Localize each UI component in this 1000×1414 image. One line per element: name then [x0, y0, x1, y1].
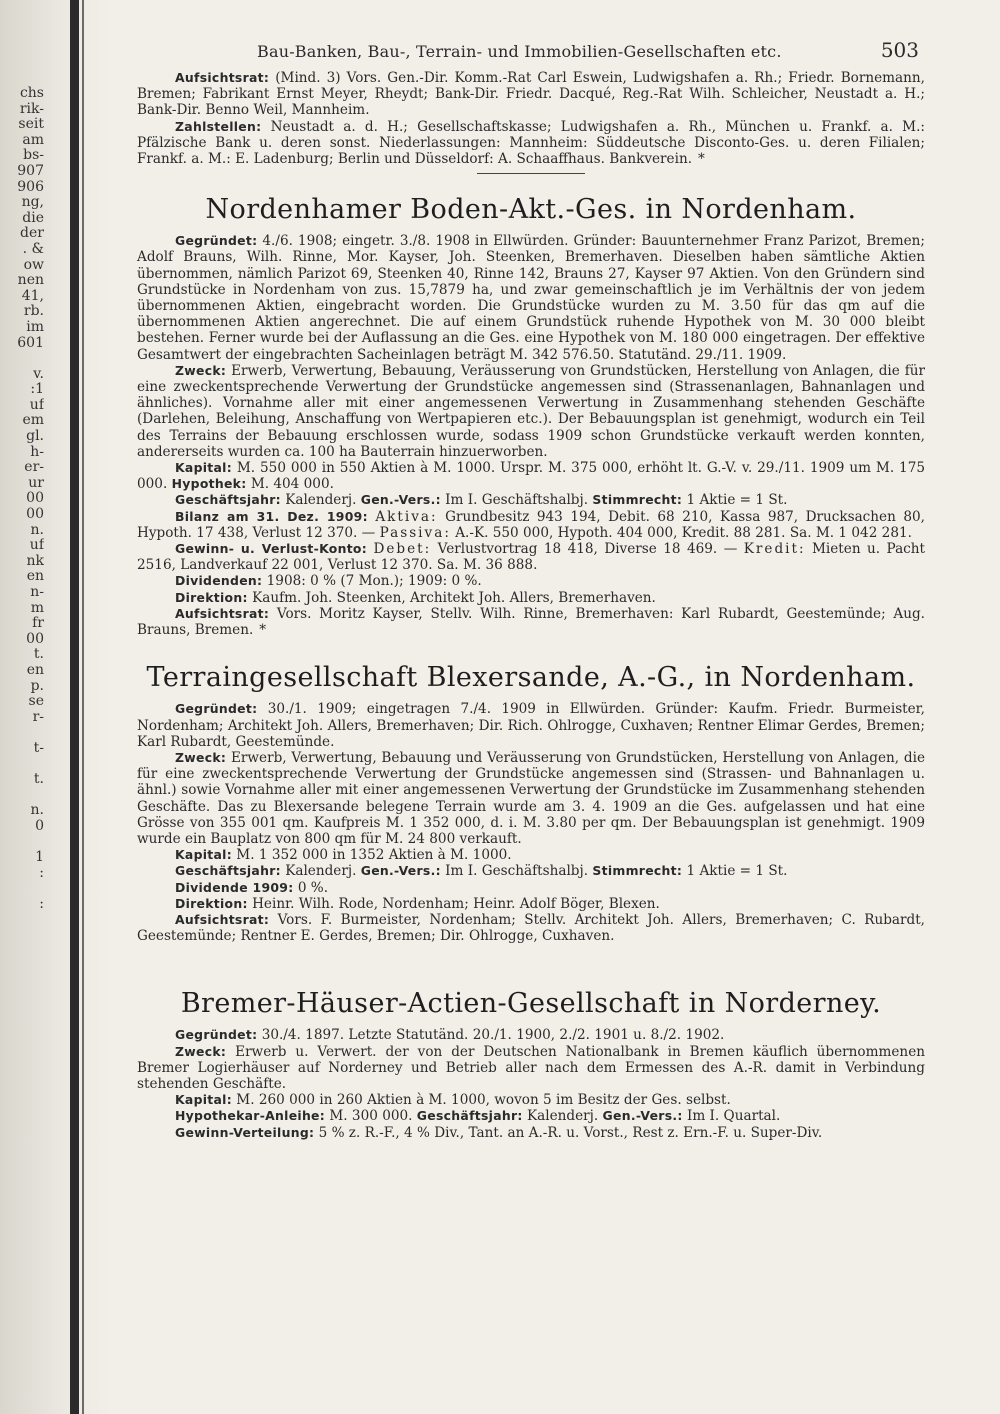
field-label: Direktion:	[175, 589, 248, 605]
page-number: 503	[880, 38, 919, 62]
field-text: Im I. Quartal.	[686, 1108, 781, 1125]
field-label: Geschäftsjahr:	[416, 1108, 523, 1124]
field-label: Dividende 1909:	[175, 879, 294, 895]
entry-direktion	[137, 896, 925, 912]
facing-page-fragments: chs rik- seit am bs- 907 906 ng, die der . & ow nen 41, rb. im 601 v. :1 uf em gl. h- er- ur 00 00 n. uf nk en n- m fr 00 t. en p. se r- t- t. n. 0 1 : :	[17, 86, 44, 912]
entry-guv	[137, 541, 925, 573]
entry-bilanz	[137, 509, 925, 541]
field-text: M. 300 000.	[329, 1108, 413, 1125]
entry-gewinn-verteilung	[137, 1125, 925, 1141]
field-text: Heinr. Wilh. Rode, Nordenham; Heinr. Adolf Böger, Blexen.	[252, 895, 660, 912]
entry-gegruendet	[137, 233, 925, 363]
field-text: Erwerb u. Verwert. der von der Deutschen Nationalbank in Bremen käuflich übernommenen Bremer Logierhäuser auf Norderney und Betrieb aller nach dem Ermessen des A.-R. damit in Verbindung stehenden Geschäfte.	[137, 1043, 925, 1092]
field-text: Neustadt a. d. H.; Gesellschaftskasse; Ludwigshafen a. Rh., München u. Frankf. a. M.: Pfälzische Bank u. deren sonst. Niederlassungen: Mannheim: Süddeutsche Disconto-Ges. u. deren Filialen; Frankf. a. M.: E. Ladenburg; Berlin und Düsseldorf: A. Schaaffhaus. Bankverein.	[137, 118, 925, 168]
entry-gegruendet	[137, 701, 925, 750]
field-label: Bilanz am 31. Dez. 1909:	[175, 508, 368, 524]
field-label: Gewinn-Verteilung:	[175, 1124, 315, 1140]
entry-geschaeftsjahr	[137, 492, 925, 508]
field-label: Gegründet:	[175, 701, 258, 717]
field-text: Mieten u. Pacht 2516, Landverkauf 22 001, Verlust 12 370. Sa. M. 36 888.	[137, 541, 926, 574]
entry-aufsichtsrat	[137, 606, 925, 638]
field-text: 1 Aktie = 1 St.	[686, 492, 788, 509]
prev-aufsichtsrat	[137, 70, 925, 119]
field-text: 30./1. 1909; eingetragen 7./4. 1909 in Ellwürden. Gründer: Kaufm. Friedr. Burmeister, Nordenham; Architekt Joh. Allers, Bremerhaven; Dir. Rich. Ohlrogge, Cuxhaven; Rentner Elimar Gerdes, Bremen; Karl Rubardt, Geestemünde.	[137, 701, 925, 750]
kredit-label: Kredit:	[743, 541, 806, 558]
field-text: Erwerb, Verwertung, Bebauung und Veräusserung von Grundstücken, Herstellung von Anlagen, die für eine zweckentsprechende Verwertung der Grundstücke angemessen sind (Strassen- und Bahnanlagen u. ähnl.) sowie Vornahme aller mit einer angemessenen Verwertung der Grundstücke im Zusammenhang stehenden Geschäfte. Das zu Blexersande belegene Terrain wurde am 3. 4. 1909 an die Ges. aufgelassen und hat eine Grösse von 355 001 qm. Kaufpreis M. 1 352 000, d. i. M. 3.80 per qm. Der Bebauungsplan ist genehmigt. 1909 wurde ein Bauplatz von 800 qm für M. 24 800 verkauft.	[137, 749, 925, 847]
field-label: Gen.-Vers.:	[602, 1108, 683, 1124]
entry-direktion	[137, 590, 925, 606]
field-text: M. 1 352 000 in 1352 Aktien à M. 1000.	[236, 847, 512, 864]
field-label: Hypothekar-Anleihe:	[175, 1108, 326, 1124]
field-text: 1908: 0 % (7 Mon.); 1909: 0 %.	[266, 573, 482, 590]
field-label: Zweck:	[175, 749, 227, 765]
field-label: Gen.-Vers.:	[360, 863, 441, 879]
document-page	[137, 34, 925, 1141]
field-text: Im I. Geschäftshalbj.	[445, 863, 589, 880]
field-text: M. 260 000 in 260 Aktien à M. 1000, wovon 5 im Besitz der Ges. selbst.	[236, 1092, 731, 1109]
field-label: Kapital:	[175, 847, 232, 863]
field-label: Hypothek:	[171, 476, 247, 492]
field-label: Aufsichtsrat:	[175, 70, 270, 85]
running-title: Bau-Banken, Bau-, Terrain- und Immobilien-Gesellschaften etc.	[257, 42, 782, 61]
field-label: Zweck:	[175, 362, 227, 378]
field-text: (Mind. 3) Vors. Gen.-Dir. Komm.-Rat Carl Eswein, Ludwigshafen a. Rh.; Friedr. Bornemann, Bremen; Fabrikant Ernst Meyer, Rheydt; Bank-Dir. Friedr. Dacqué, Reg.-Rat Wilh. Schleicher, Neustadt a. H.; Bank-Dir. Benno Weil, Mannheim.	[137, 70, 925, 119]
field-text: Kalenderj.	[285, 863, 357, 880]
field-text: Kaufm. Joh. Steenken, Architekt Joh. Allers, Bremerhaven.	[252, 589, 656, 606]
debet-label: Debet:	[373, 541, 432, 558]
entry-hypothekar	[137, 1108, 925, 1124]
previous-entry	[137, 70, 925, 174]
entry-zweck	[137, 750, 925, 847]
entry-separator	[477, 173, 585, 174]
field-label: Aufsichtsrat:	[175, 911, 270, 927]
entry-gegruendet	[137, 1027, 925, 1043]
entry-zweck	[137, 363, 925, 460]
field-label: Geschäftsjahr:	[175, 863, 281, 879]
field-label: Gegründet:	[175, 1027, 258, 1043]
entry-kapital	[137, 847, 925, 863]
field-text: 30./4. 1897. Letzte Statutänd. 20./1. 1900, 2./2. 1901 u. 8./2. 1902.	[261, 1027, 725, 1044]
field-label: Dividenden:	[175, 573, 263, 589]
entry-title: Bremer-Häuser-Actien-Gesellschaft in Norderney.	[180, 988, 882, 1020]
field-label: Gewinn- u. Verlust-Konto:	[175, 541, 367, 557]
entry-aufsichtsrat	[137, 912, 925, 944]
field-label: Zahlstellen:	[175, 118, 262, 134]
entry-dividende	[137, 880, 925, 896]
field-label: Stimmrecht:	[592, 492, 683, 508]
entry-blexersande	[137, 662, 925, 944]
field-text: Vors. Moritz Kayser, Stellv. Wilh. Rinne, Bremerhaven: Karl Rubardt, Geestemünde; Aug. Brauns, Bremen.	[137, 605, 925, 639]
entry-zweck	[137, 1044, 925, 1093]
field-label: Geschäftsjahr:	[175, 492, 281, 508]
field-text: 5 % z. R.-F., 4 % Div., Tant. an A.-R. u. Vorst., Rest z. Ern.-F. u. Super-Div.	[318, 1124, 823, 1141]
field-text: Erwerb, Verwertung, Bebauung, Veräusserung von Grundstücken, Herstellung von Anlagen, die für eine zweckentsprechende Verwertung der Grundstücke angemessen sind (Strassenanlagen, Bahnanlagen und ähnliches). Vornahme aller mit einer angemessenen Verwertung in Zusammenhang stehenden Geschäfte (Darlehen, Beleihung, Anschaffung von Wertpapieren etc.). Der Bebauungsplan ist genehmigt, wodurch ein Teil des Terrains der Bebauung erschlossen wurde, sodass 1909 schon Grundstücke verkauft werden konnten, andererseits wurden ca. 100 ha Bauterrain hinzuerworben.	[137, 362, 925, 460]
passiva-label: Passiva:	[379, 524, 451, 541]
entry-end-star: *	[259, 622, 267, 639]
field-text: Kalenderj.	[527, 1108, 599, 1125]
field-text: Im I. Geschäftshalbj.	[445, 492, 589, 509]
entry-dividenden	[137, 573, 925, 589]
entry-kapital	[137, 1092, 925, 1108]
field-text: 4./6. 1908; eingetr. 3./8. 1908 in Ellwürden. Gründer: Bauunternehmer Franz Parizot, Bremen; Adolf Brauns, Wilh. Rinne, Mor. Kayser, Joh. Steenken, Bremerhaven. Dieselben haben sämtliche Aktien übernommen, nämlich Parizot 69, Steenken 40, Rinne 142, Brauns 27, Kayser 97 Aktien. Von den Gründern sind Grundstücke in Nordenham von zus. 15,7879 ha, und zwar gemeinschaftlich je im Verhältnis der von jedem übernommenen Aktien, eingebracht worden. Die Grundstücke wurden zu M. 3.50 für das qm auf die übernommenen Aktien angerechnet. Die auf einem Grundstück ruhende Hypothek von M. 30 000 bleibt bestehen. Ferner wurde bei der Auflassung an die Ges. eine Hypothek von M. 180 000 eingetragen. Der effektive Gesamtwert der eingebrachten Sacheinlagen beträgt M. 342 576.50. Statutänd. 29./11. 1909.	[137, 233, 925, 363]
book-gutter-edge	[82, 0, 84, 1414]
field-text: Kalenderj.	[285, 492, 357, 509]
field-text: 1 Aktie = 1 St.	[686, 863, 788, 880]
running-head	[137, 34, 925, 70]
entry-end-star: *	[698, 151, 705, 168]
field-label: Zweck:	[175, 1043, 227, 1059]
field-text: Vors. F. Burmeister, Nordenham; Stellv. Architekt Joh. Allers, Bremerhaven; C. Rubardt, Geestemünde; Rentner E. Gerdes, Bremen; Dir. Ohlrogge, Cuxhaven.	[137, 911, 925, 945]
field-label: Kapital:	[175, 1092, 232, 1108]
field-text: Grundbesitz 943 194, Debit. 68 210, Kassa 987, Drucksachen 80, Hypoth. 17 438, Verlust 12 370. —	[137, 508, 925, 541]
field-text: M. 550 000 in 550 Aktien à M. 1000. Urspr. M. 375 000, erhöht lt. G.-V. v. 29./11. 1909 um M. 175 000.	[137, 460, 925, 493]
book-gutter	[70, 0, 79, 1414]
field-label: Gen.-Vers.:	[360, 492, 441, 508]
entry-geschaeftsjahr	[137, 863, 925, 879]
field-label: Kapital:	[175, 460, 232, 476]
entry-nordenhamer-boden	[137, 194, 925, 638]
field-label: Gegründet:	[175, 233, 258, 249]
field-label: Direktion:	[175, 895, 248, 911]
entry-kapital	[137, 460, 925, 492]
entry-title: Nordenhamer Boden-Akt.-Ges. in Nordenham.	[205, 194, 857, 226]
field-text: A.-K. 550 000, Hypoth. 404 000, Kredit. 88 281. Sa. M. 1 042 281.	[455, 524, 912, 541]
entry-bremer-haeuser	[137, 988, 925, 1140]
field-label: Aufsichtsrat:	[175, 605, 270, 621]
field-text: Verlustvortrag 18 418, Diverse 18 469. —	[437, 541, 738, 558]
field-label: Stimmrecht:	[592, 863, 683, 879]
field-text: M. 404 000.	[250, 476, 334, 493]
field-text: 0 %.	[297, 879, 329, 896]
prev-zahlstellen	[137, 119, 925, 168]
entry-title: Terraingesellschaft Blexersande, A.-G., in Nordenham.	[146, 662, 916, 694]
aktiva-label: Aktiva:	[375, 508, 438, 525]
